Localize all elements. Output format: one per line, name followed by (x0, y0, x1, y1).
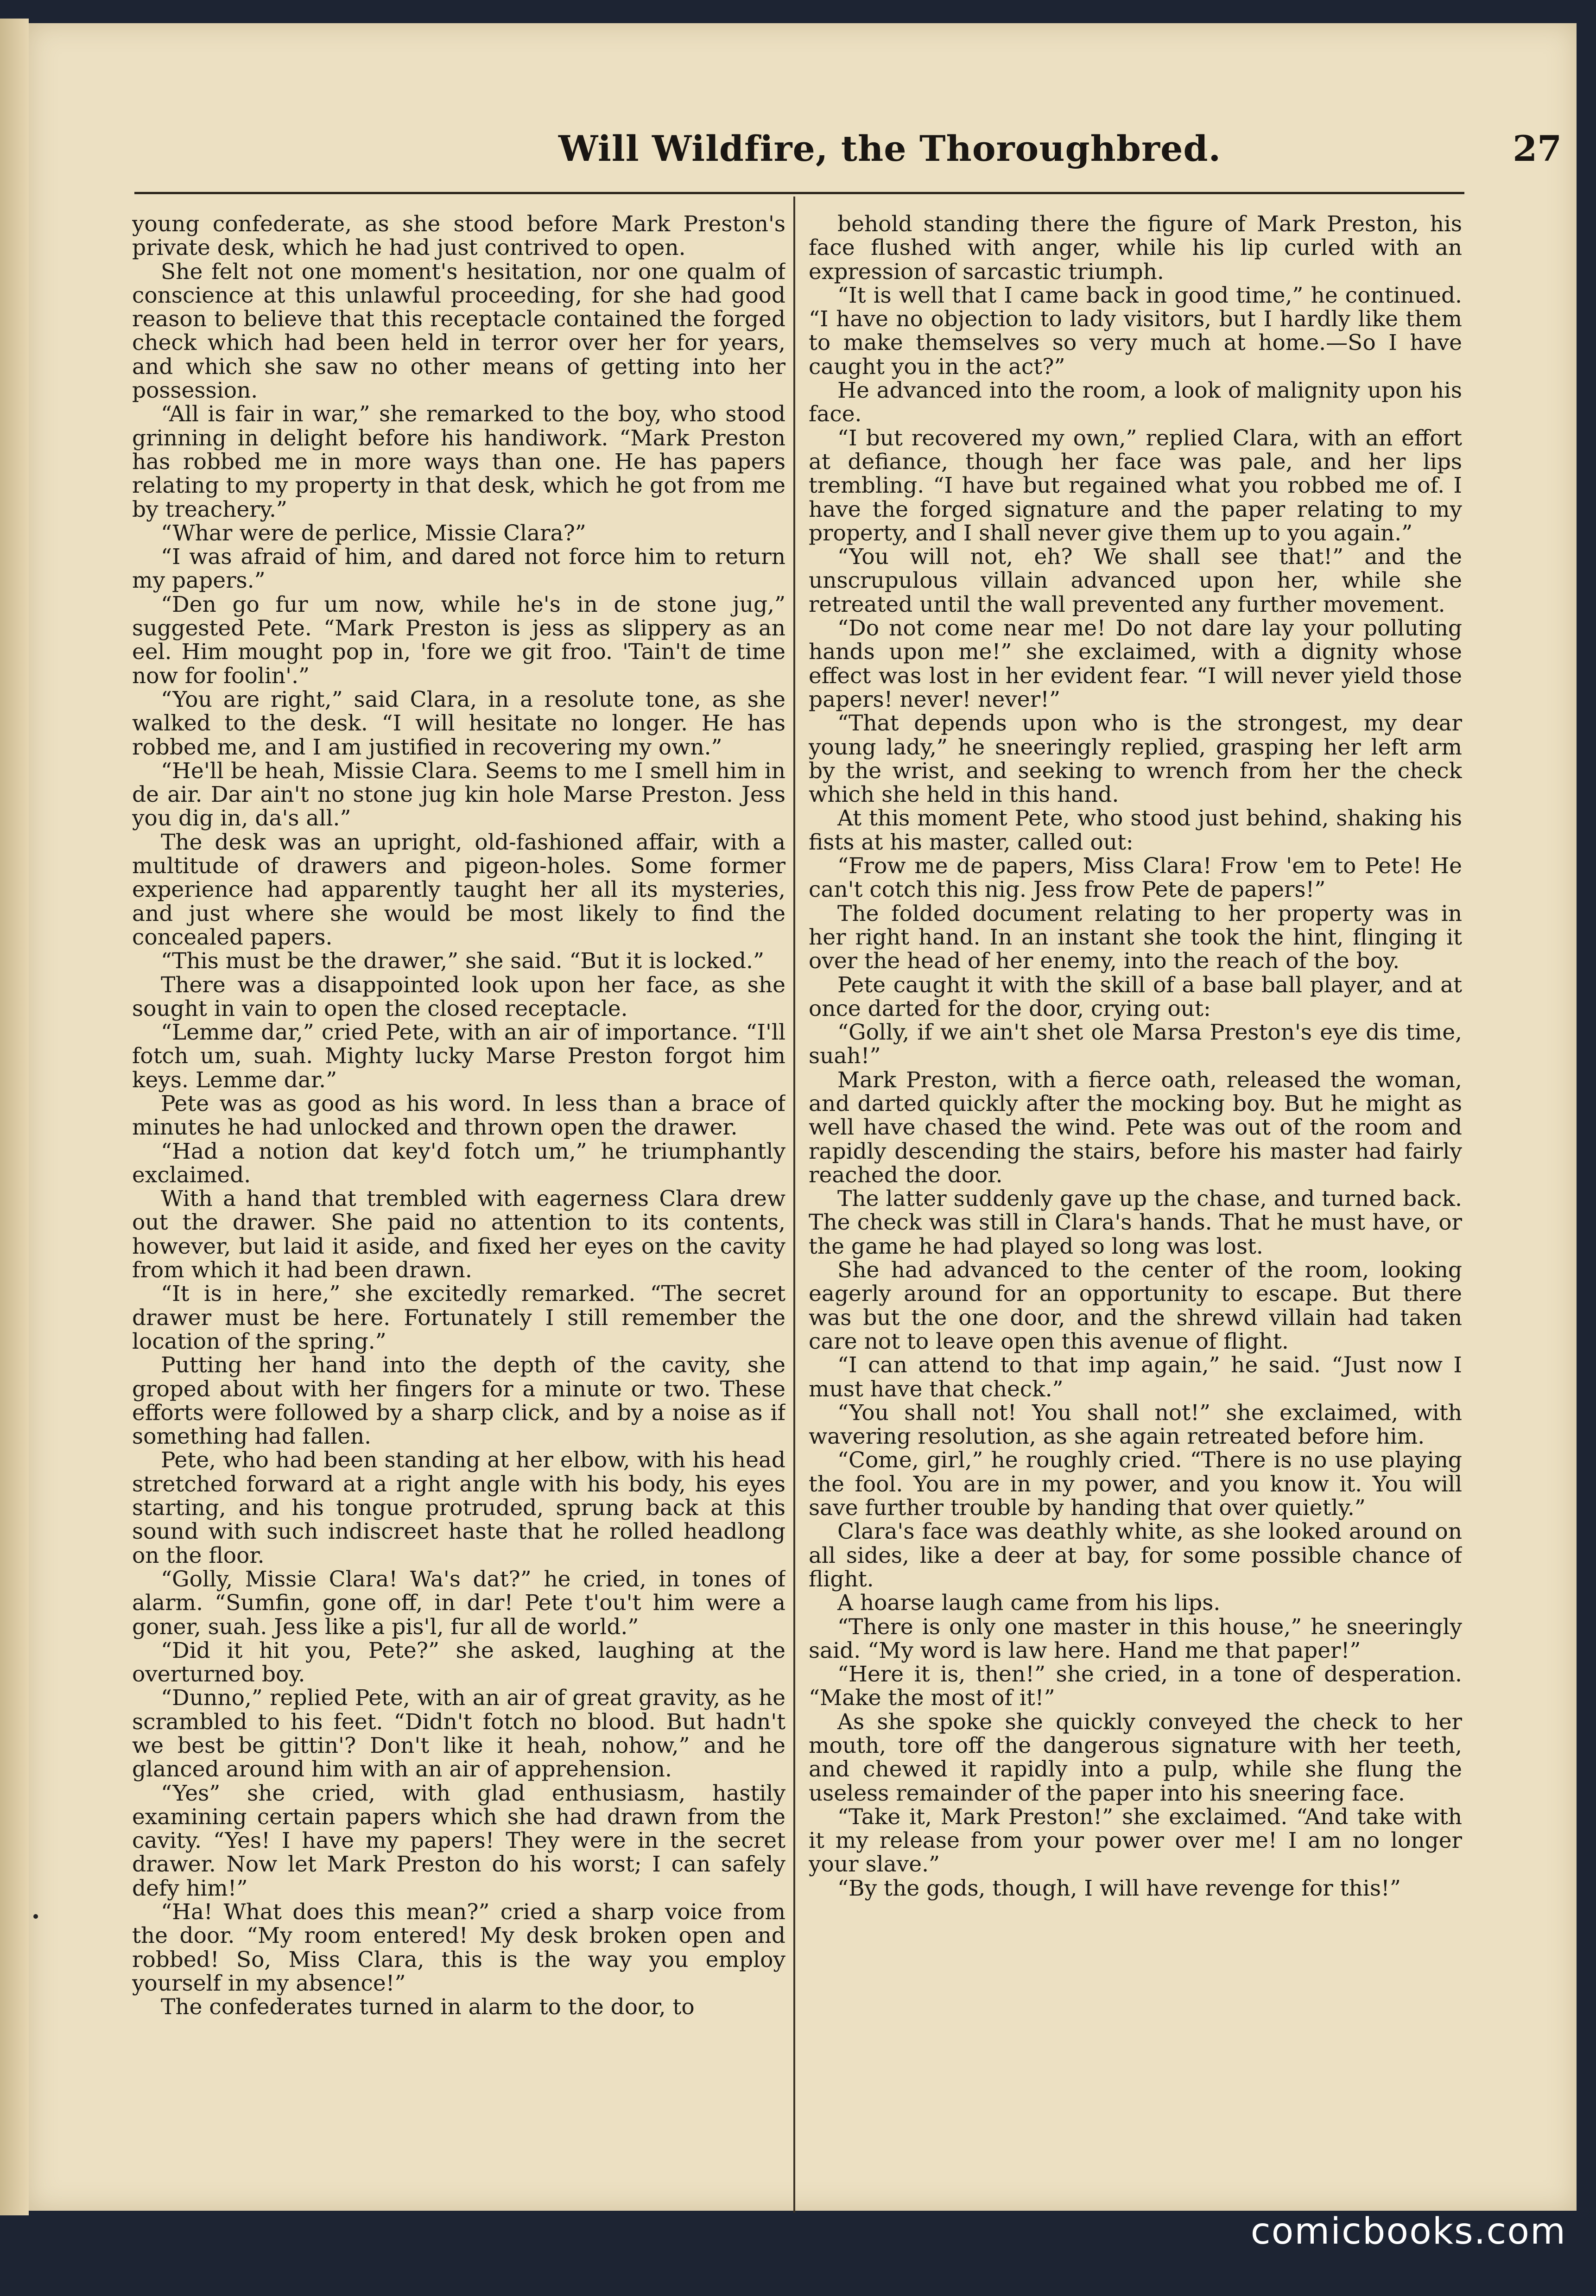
paragraph: behold standing there the figure of Mark Preston, his face flushed with anger, while his lip curled with an expression of sarcastic triumph. (809, 212, 1462, 285)
paragraph: “It is well that I came back in good time,” he continued. “I have no objection to lady visitors, but I hardly like them to make themselves so very much at home.—So I have caught you in the act?” (809, 282, 1462, 380)
paragraph: “Come, girl,” he roughly cried. “There is no use playing the fool. You are in my power, and you know it. You will save further trouble by handing that over quietly.” (809, 1447, 1462, 1521)
paragraph: “You will not, eh? We shall see that!” and the unscrupulous villain advanced upon her, while she retreated until the wall prevented any further movement. (809, 544, 1462, 617)
paragraph: As she spoke she quickly conveyed the check to her mouth, tore off the dangerous signature with her teeth, and chewed it rapidly into a pulp, while she flung the useless remainder of the paper into his sneering face. (809, 1709, 1462, 1806)
paragraph: The desk was an upright, old-fashioned affair, with a multitude of drawers and pigeon-holes. Some former experience had apparently taught her all its mysteries, and just where she would be most likely to find the concealed papers. (132, 829, 785, 950)
paragraph: “By the gods, though, I will have revenge for this!” (837, 1875, 1401, 1901)
paragraph: “Whar were de perlice, Missie Clara?” (161, 520, 586, 546)
paragraph: The latter suddenly gave up the chase, and turned back. The check was still in Clara's hands. That he must have, or the game he had played so long was lost. (809, 1186, 1462, 1259)
paragraph: “Yes” she cried, with glad enthusiasm, hastily examining certain papers which she had drawn from the cavity. “Yes! I have my papers! They were in the secret drawer. Now let Mark Preston do his worst; I can safely defy him!” (132, 1780, 785, 1901)
paragraph: Pete, who had been standing at her elbow, with his head stretched forward at a right angle with his body, his eyes starting, and his tongue protruded, sprung back at this sound with such indiscreet haste that he rolled headlong on the floor. (132, 1447, 785, 1568)
paragraph: “He'll be heah, Missie Clara. Seems to me I smell him in de air. Dar ain't no stone jug kin hole Marse Preston. Jess you dig in, da's all.” (132, 758, 785, 831)
margin-mark (33, 1914, 38, 1919)
watermark: comicbooks.com (1250, 2211, 1566, 2252)
adjacent-page-edge (0, 19, 29, 2215)
running-title: Will Wildfire, the Thoroughbred. (558, 128, 1222, 169)
paragraph: “I can attend to that imp again,” he said. “Just now I must have that check.” (809, 1352, 1462, 1402)
paragraph: “Golly, Missie Clara! Wa's dat?” he cried, in tones of alarm. “Sumfin, gone off, in dar! Pete t'ou't him were a goner, suah. Jess like a pis'l, fur all de world.” (132, 1566, 785, 1640)
paragraph: She felt not one moment's hesitation, nor one qualm of conscience at this unlawful proceeding, for she had good reason to believe that this receptacle contained the forged check which had been held in terror over her for years, and which she saw no other means of getting into her possession. (132, 259, 785, 404)
paragraph: The confederates turned in alarm to the door, to (161, 1994, 695, 2020)
paragraph: “You are right,” said Clara, in a resolute tone, as she walked to the desk. “I will hesitate no longer. He has robbed me, and I am justified in recovering my own.” (132, 686, 785, 760)
paragraph: She had advanced to the center of the room, looking eagerly around for an opportunity to escape. But there was but the one door, and the shrewd villain had taken care not to leave open this avenue of flight. (809, 1257, 1462, 1354)
page-header (496, 128, 1562, 179)
paragraph: “Did it hit you, Pete?” she asked, laughing at the overturned boy. (132, 1637, 785, 1687)
paragraph: Putting her hand into the depth of the cavity, she groped about with her fingers for a minute or two. These efforts were followed by a sharp click, and by a noise as if something had fallen. (132, 1352, 785, 1450)
paragraph: Mark Preston, with a fierce oath, released the woman, and darted quickly after the mocking boy. But he might as well have chased the wind. Pete was out of the room and rapidly descending the stairs, before his master had fairly reached the door. (809, 1067, 1462, 1188)
paragraph: “Frow me de papers, Miss Clara! Frow 'em to Pete! He can't cotch this nig. Jess frow Pete de papers!” (809, 853, 1462, 903)
paragraph: With a hand that trembled with eagerness Clara drew out the drawer. She paid no attention to its contents, however, but laid it aside, and fixed her eyes on the cavity from which it had been drawn. (132, 1186, 785, 1283)
paragraph: “Ha! What does this mean?” cried a sharp voice from the door. “My room entered! My desk broken open and robbed! So, Miss Clara, this is the way you employ yourself in my absence!” (132, 1899, 785, 1996)
paragraph: “That depends upon who is the strongest, my dear young lady,” he sneeringly replied, grasping her left arm by the wrist, and seeking to wrench from her the check which she held in this hand. (809, 710, 1462, 808)
paragraph: “Here it is, then!” she cried, in a tone of desperation. “Make the most of it!” (809, 1662, 1462, 1711)
paragraph: He advanced into the room, a look of malignity upon his face. (809, 378, 1462, 427)
paragraph: “Lemme dar,” cried Pete, with an air of importance. “I'll fotch um, suah. Mighty lucky Marse Preston forgot him keys. Lemme dar.” (132, 1020, 785, 1093)
paragraph: A hoarse laugh came from his lips. (837, 1590, 1221, 1616)
left-column (132, 212, 785, 2205)
paragraph: young confederate, as she stood before Mark Preston's private desk, which he had just contrived to open. (132, 212, 785, 261)
paragraph: Clara's face was deathly white, as she looked around on all sides, like a deer at bay, for some possible chance of flight. (809, 1519, 1462, 1592)
paragraph: Pete caught it with the skill of a base ball player, and at once darted for the door, crying out: (809, 972, 1462, 1021)
paragraph: “Take it, Mark Preston!” she exclaimed. “And take with it my release from your power over me! I am no longer your slave.” (809, 1804, 1462, 1877)
paragraph: The folded document relating to her property was in her right hand. In an instant she took the hint, flinging it over the head of her enemy, into the reach of the boy. (809, 901, 1462, 974)
right-column (809, 212, 1462, 2205)
header-rule (134, 192, 1464, 194)
paragraph: There was a disappointed look upon her face, as she sought in vain to open the closed receptacle. (132, 972, 785, 1021)
paragraph: “Dunno,” replied Pete, with an air of great gravity, as he scrambled to his feet. “Didn't fotch no blood. But hadn't we best be gittin'? Don't like it heah, nohow,” and he glanced around him with an air of apprehension. (132, 1685, 785, 1782)
paragraph: “It is in here,” she excitedly remarked. “The secret drawer must be here. Fortunately I still remember the location of the spring.” (132, 1281, 785, 1354)
paragraph: Pete was as good as his word. In less than a brace of minutes he had unlocked and thrown open the drawer. (132, 1091, 785, 1141)
page-number: 27 (1513, 128, 1562, 169)
paragraph: “I was afraid of him, and dared not force him to return my papers.” (132, 544, 785, 594)
paragraph: “This must be the drawer,” she said. “But it is locked.” (161, 948, 765, 974)
paragraph: “There is only one master in this house,” he sneeringly said. “My word is law here. Hand me that paper!” (809, 1614, 1462, 1663)
column-rule (793, 197, 795, 2213)
paragraph: “All is fair in war,” she remarked to the boy, who stood grinning in delight before his handiwork. “Mark Preston has robbed me in more ways than one. He has papers relating to my property in that desk, which he got from me by treachery.” (132, 401, 785, 522)
paragraph: “You shall not! You shall not!” she exclaimed, with wavering resolution, as she again retreated before him. (809, 1400, 1462, 1450)
paragraph: “I but recovered my own,” replied Clara, with an effort at defiance, though her face was pale, and her lips trembling. “I have but regained what you robbed me of. I have the forged signature and the paper relating to my property, and I shall never give them up to you again.” (809, 425, 1462, 546)
paragraph: “Do not come near me! Do not dare lay your polluting hands upon me!” she exclaimed, with a dignity whose effect was lost in her evident fear. “I will never yield those papers! never! never!” (809, 615, 1462, 712)
paragraph: “Had a notion dat key'd fotch um,” he triumphantly exclaimed. (132, 1138, 785, 1188)
paragraph: “Golly, if we ain't shet ole Marsa Preston's eye dis time, suah!” (809, 1020, 1462, 1069)
paragraph: At this moment Pete, who stood just behind, shaking his fists at his master, called out: (809, 806, 1462, 855)
paragraph: “Den go fur um now, while he's in de stone jug,” suggested Pete. “Mark Preston is jess as slippery as an eel. Him mought pop in, 'fore we git froo. 'Tain't de time now for foolin'.” (132, 591, 785, 689)
